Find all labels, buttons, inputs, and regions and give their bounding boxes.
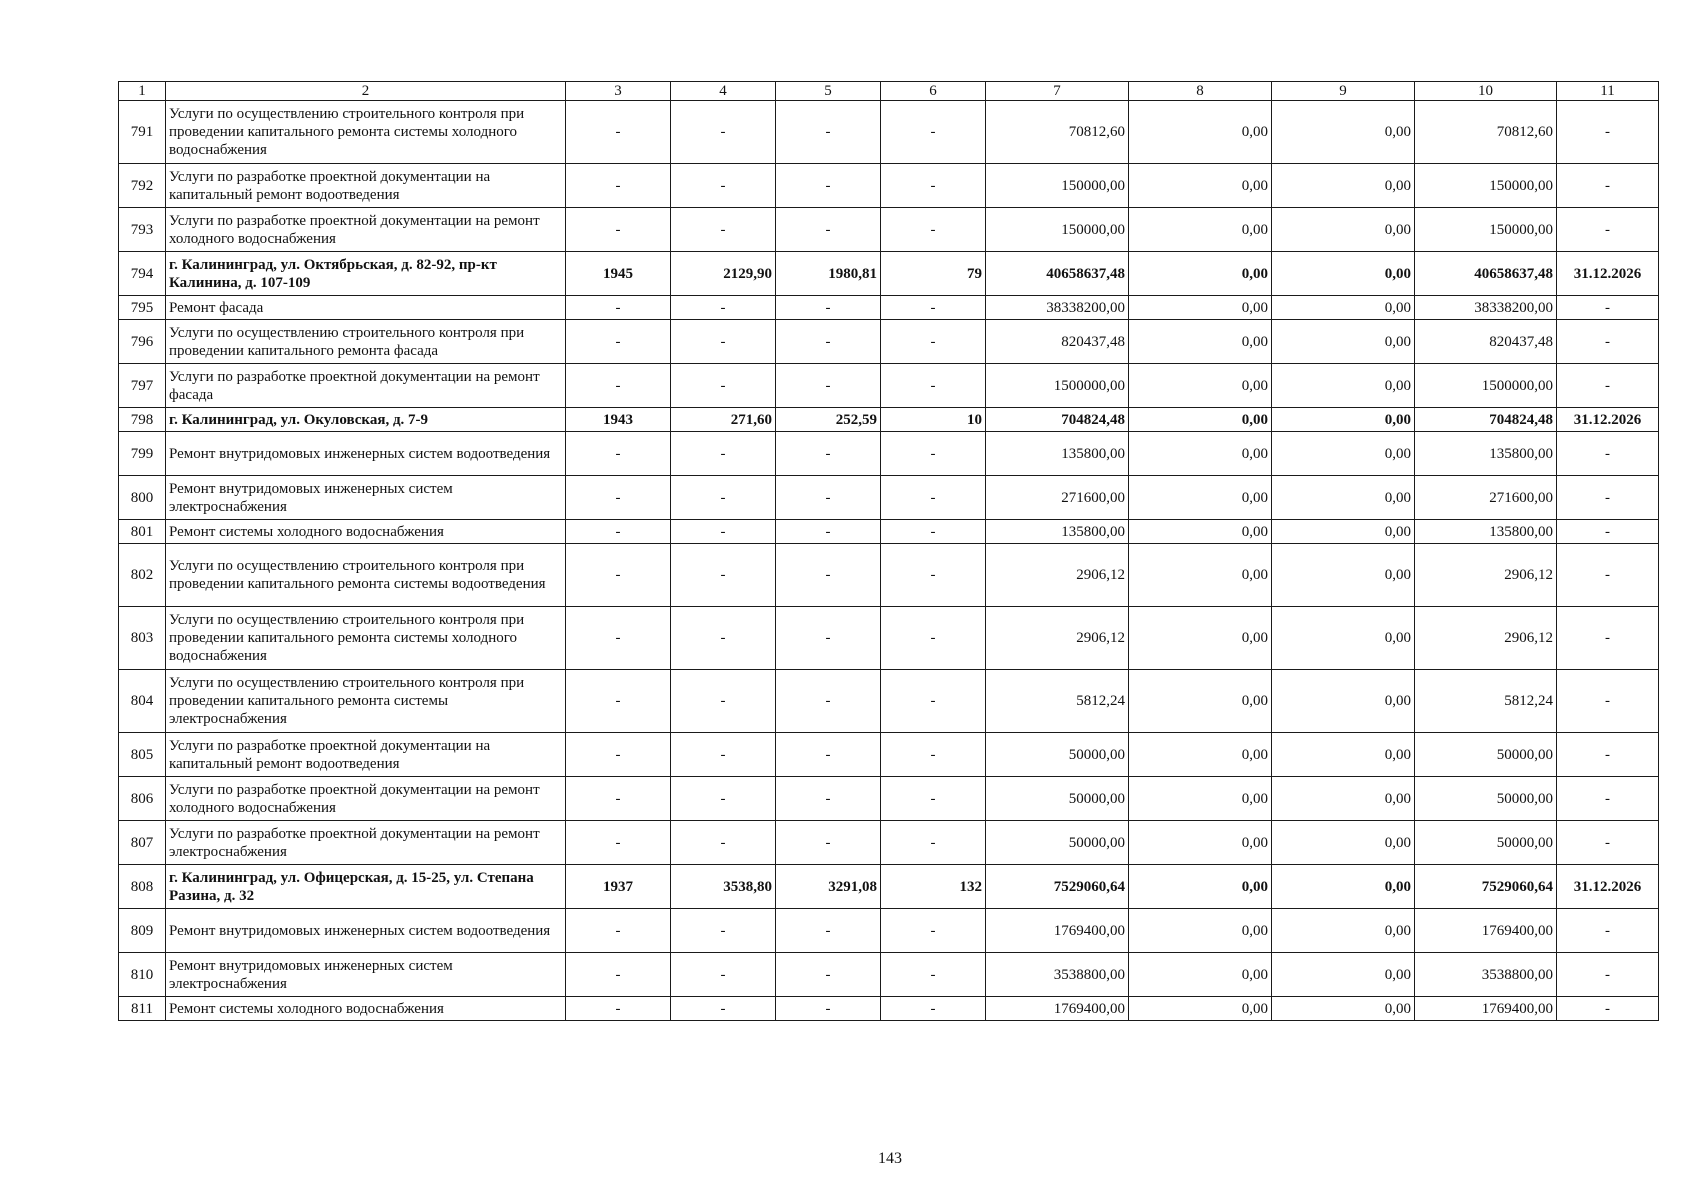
table-cell: - bbox=[776, 476, 881, 520]
table-cell: - bbox=[671, 909, 776, 953]
table-cell: 0,00 bbox=[1272, 865, 1415, 909]
table-cell: 31.12.2026 bbox=[1557, 865, 1659, 909]
table-cell: - bbox=[671, 164, 776, 208]
table-cell: 271600,00 bbox=[1415, 476, 1557, 520]
table-cell: 0,00 bbox=[1129, 364, 1272, 408]
table-cell: 0,00 bbox=[1272, 670, 1415, 733]
table-cell: 2129,90 bbox=[671, 252, 776, 296]
table-cell: 810 bbox=[119, 953, 166, 997]
table-cell: Услуги по осуществлению строительного контроля при проведении капитального ремонта системы водоотведения bbox=[166, 544, 566, 607]
table-cell: 0,00 bbox=[1129, 101, 1272, 164]
table-cell: 0,00 bbox=[1129, 733, 1272, 777]
address-summary-row bbox=[119, 252, 1659, 296]
table-cell: - bbox=[566, 544, 671, 607]
table-cell: 1769400,00 bbox=[986, 909, 1129, 953]
table-cell: 0,00 bbox=[1129, 252, 1272, 296]
table-cell: 791 bbox=[119, 101, 166, 164]
table-cell: 0,00 bbox=[1272, 544, 1415, 607]
table-cell: 135800,00 bbox=[1415, 432, 1557, 476]
table-cell: - bbox=[671, 364, 776, 408]
table-cell: 795 bbox=[119, 296, 166, 320]
table-cell: - bbox=[671, 208, 776, 252]
table-cell: - bbox=[776, 777, 881, 821]
table-cell: 1500000,00 bbox=[986, 364, 1129, 408]
column-number-cell: 11 bbox=[1557, 82, 1659, 101]
table-cell: 811 bbox=[119, 997, 166, 1021]
table-cell: - bbox=[566, 364, 671, 408]
table-cell: - bbox=[566, 997, 671, 1021]
table-cell: 50000,00 bbox=[986, 733, 1129, 777]
column-number-cell: 3 bbox=[566, 82, 671, 101]
table-cell: 820437,48 bbox=[986, 320, 1129, 364]
table-cell: 3291,08 bbox=[776, 865, 881, 909]
table-cell: 0,00 bbox=[1129, 320, 1272, 364]
table-cell: 804 bbox=[119, 670, 166, 733]
table-cell: 50000,00 bbox=[1415, 777, 1557, 821]
table-cell: - bbox=[776, 821, 881, 865]
table-cell: - bbox=[671, 101, 776, 164]
table-cell: - bbox=[566, 320, 671, 364]
table-cell: - bbox=[776, 953, 881, 997]
table-cell: - bbox=[566, 909, 671, 953]
table-cell: - bbox=[881, 364, 986, 408]
work-item-row bbox=[119, 208, 1659, 252]
table-cell: - bbox=[1557, 296, 1659, 320]
table-cell: 7529060,64 bbox=[1415, 865, 1557, 909]
table-cell: 1937 bbox=[566, 865, 671, 909]
table-cell: 1943 bbox=[566, 408, 671, 432]
table-cell: - bbox=[881, 164, 986, 208]
table-cell: - bbox=[1557, 476, 1659, 520]
table-cell: 794 bbox=[119, 252, 166, 296]
table-cell: 704824,48 bbox=[1415, 408, 1557, 432]
work-item-row bbox=[119, 607, 1659, 670]
table-cell: - bbox=[776, 733, 881, 777]
table-cell: Услуги по разработке проектной документации на ремонт фасада bbox=[166, 364, 566, 408]
table-cell: 0,00 bbox=[1129, 670, 1272, 733]
table-cell: - bbox=[671, 296, 776, 320]
table-cell: - bbox=[671, 953, 776, 997]
work-item-row bbox=[119, 432, 1659, 476]
table-cell: - bbox=[881, 544, 986, 607]
table-cell: 0,00 bbox=[1272, 733, 1415, 777]
table-cell: - bbox=[776, 909, 881, 953]
table-cell: 70812,60 bbox=[1415, 101, 1557, 164]
table-cell: 820437,48 bbox=[1415, 320, 1557, 364]
work-item-row bbox=[119, 953, 1659, 997]
table-cell: - bbox=[776, 520, 881, 544]
table-cell: - bbox=[1557, 208, 1659, 252]
table-cell: - bbox=[671, 320, 776, 364]
table-cell: - bbox=[1557, 320, 1659, 364]
table-cell: 0,00 bbox=[1129, 476, 1272, 520]
table-cell: - bbox=[566, 733, 671, 777]
table-cell: 271,60 bbox=[671, 408, 776, 432]
table-cell: Ремонт внутридомовых инженерных систем электроснабжения bbox=[166, 953, 566, 997]
table-cell: 0,00 bbox=[1272, 821, 1415, 865]
table-cell: 31.12.2026 bbox=[1557, 252, 1659, 296]
table-cell: 1769400,00 bbox=[1415, 997, 1557, 1021]
table-cell: 0,00 bbox=[1272, 777, 1415, 821]
table-cell: 38338200,00 bbox=[1415, 296, 1557, 320]
table-cell: 50000,00 bbox=[1415, 733, 1557, 777]
table-cell: - bbox=[1557, 821, 1659, 865]
table-cell: 1980,81 bbox=[776, 252, 881, 296]
table-cell: - bbox=[776, 208, 881, 252]
table-cell: 40658637,48 bbox=[986, 252, 1129, 296]
column-number-header-row bbox=[119, 82, 1659, 101]
table-cell: 0,00 bbox=[1272, 607, 1415, 670]
table-cell: Услуги по разработке проектной документации на капитальный ремонт водоотведения bbox=[166, 164, 566, 208]
table-cell: 3538800,00 bbox=[1415, 953, 1557, 997]
work-item-row bbox=[119, 101, 1659, 164]
table-cell: 252,59 bbox=[776, 408, 881, 432]
table-cell: - bbox=[1557, 101, 1659, 164]
table-cell: 132 bbox=[881, 865, 986, 909]
table-cell: - bbox=[881, 208, 986, 252]
table-cell: 40658637,48 bbox=[1415, 252, 1557, 296]
table-cell: 792 bbox=[119, 164, 166, 208]
column-number-cell: 2 bbox=[166, 82, 566, 101]
work-item-row bbox=[119, 670, 1659, 733]
page-number: 143 bbox=[878, 1150, 902, 1167]
table-cell: 0,00 bbox=[1129, 520, 1272, 544]
table-cell: Ремонт внутридомовых инженерных систем электроснабжения bbox=[166, 476, 566, 520]
table-cell: 798 bbox=[119, 408, 166, 432]
table-cell: - bbox=[1557, 670, 1659, 733]
table-cell: 0,00 bbox=[1272, 432, 1415, 476]
column-number-cell: 9 bbox=[1272, 82, 1415, 101]
table-cell: - bbox=[881, 320, 986, 364]
table-cell: 10 bbox=[881, 408, 986, 432]
table-cell: 50000,00 bbox=[986, 777, 1129, 821]
table-cell: - bbox=[1557, 164, 1659, 208]
work-item-row bbox=[119, 997, 1659, 1021]
column-number-cell: 4 bbox=[671, 82, 776, 101]
table-cell: - bbox=[1557, 997, 1659, 1021]
table-cell: - bbox=[776, 320, 881, 364]
table-cell: Услуги по осуществлению строительного контроля при проведении капитального ремонта системы холодного водоснабжения bbox=[166, 101, 566, 164]
table-cell: - bbox=[881, 607, 986, 670]
table-cell: Ремонт фасада bbox=[166, 296, 566, 320]
table-cell: 0,00 bbox=[1272, 208, 1415, 252]
table-cell: - bbox=[1557, 733, 1659, 777]
table-cell: 50000,00 bbox=[986, 821, 1129, 865]
table-cell: 0,00 bbox=[1129, 821, 1272, 865]
address-summary-row bbox=[119, 408, 1659, 432]
table-cell: - bbox=[881, 520, 986, 544]
table-cell: 0,00 bbox=[1129, 997, 1272, 1021]
table-cell: Услуги по разработке проектной документации на капитальный ремонт водоотведения bbox=[166, 733, 566, 777]
work-item-row bbox=[119, 909, 1659, 953]
table-cell: - bbox=[566, 821, 671, 865]
table-cell: - bbox=[566, 520, 671, 544]
table-cell: - bbox=[881, 733, 986, 777]
table-cell: - bbox=[881, 101, 986, 164]
table-cell: - bbox=[776, 997, 881, 1021]
table-cell: - bbox=[881, 997, 986, 1021]
column-number-cell: 8 bbox=[1129, 82, 1272, 101]
table-cell: 799 bbox=[119, 432, 166, 476]
table-cell: 0,00 bbox=[1129, 408, 1272, 432]
work-item-row bbox=[119, 164, 1659, 208]
table-cell: 150000,00 bbox=[986, 208, 1129, 252]
table-cell: - bbox=[671, 821, 776, 865]
table-cell: 0,00 bbox=[1272, 296, 1415, 320]
table-cell: Услуги по осуществлению строительного контроля при проведении капитального ремонта системы холодного водоснабжения bbox=[166, 607, 566, 670]
table-cell: - bbox=[1557, 909, 1659, 953]
table-cell: - bbox=[776, 364, 881, 408]
table-cell: 135800,00 bbox=[986, 432, 1129, 476]
table-cell: - bbox=[671, 670, 776, 733]
table-cell: - bbox=[671, 997, 776, 1021]
table-cell: 50000,00 bbox=[1415, 821, 1557, 865]
table-cell: - bbox=[566, 670, 671, 733]
table-cell: 2906,12 bbox=[1415, 607, 1557, 670]
table-cell: Ремонт системы холодного водоснабжения bbox=[166, 520, 566, 544]
table-cell: - bbox=[881, 909, 986, 953]
table-cell: - bbox=[776, 607, 881, 670]
table-cell: - bbox=[671, 777, 776, 821]
table-cell: - bbox=[1557, 607, 1659, 670]
work-item-row bbox=[119, 777, 1659, 821]
table-cell: - bbox=[776, 164, 881, 208]
table-cell: 79 bbox=[881, 252, 986, 296]
table-cell: - bbox=[881, 953, 986, 997]
table-cell: 0,00 bbox=[1129, 296, 1272, 320]
table-cell: г. Калининград, ул. Офицерская, д. 15-25, ул. Степана Разина, д. 32 bbox=[166, 865, 566, 909]
table-cell: 31.12.2026 bbox=[1557, 408, 1659, 432]
table-cell: 802 bbox=[119, 544, 166, 607]
table-cell: - bbox=[776, 670, 881, 733]
table-cell: - bbox=[776, 296, 881, 320]
work-item-row bbox=[119, 544, 1659, 607]
table-cell: 7529060,64 bbox=[986, 865, 1129, 909]
column-number-cell: 5 bbox=[776, 82, 881, 101]
table-cell: 135800,00 bbox=[1415, 520, 1557, 544]
table-cell: 805 bbox=[119, 733, 166, 777]
table-cell: - bbox=[1557, 777, 1659, 821]
table-cell: - bbox=[566, 432, 671, 476]
work-item-row bbox=[119, 821, 1659, 865]
table-cell: - bbox=[671, 476, 776, 520]
table-cell: 0,00 bbox=[1272, 364, 1415, 408]
table-cell: 135800,00 bbox=[986, 520, 1129, 544]
table-cell: 1500000,00 bbox=[1415, 364, 1557, 408]
table-cell: - bbox=[566, 777, 671, 821]
table-cell: - bbox=[1557, 364, 1659, 408]
table-cell: 2906,12 bbox=[1415, 544, 1557, 607]
table-cell: - bbox=[671, 607, 776, 670]
table-cell: Услуги по осуществлению строительного контроля при проведении капитального ремонта фасада bbox=[166, 320, 566, 364]
table-cell: 1945 bbox=[566, 252, 671, 296]
table-cell: - bbox=[776, 101, 881, 164]
table-cell: 0,00 bbox=[1272, 953, 1415, 997]
table-cell: 0,00 bbox=[1129, 164, 1272, 208]
table-cell: 150000,00 bbox=[1415, 164, 1557, 208]
table-cell: 0,00 bbox=[1272, 320, 1415, 364]
table-cell: 0,00 bbox=[1272, 520, 1415, 544]
table-cell: - bbox=[566, 476, 671, 520]
table-cell: 0,00 bbox=[1129, 777, 1272, 821]
table-cell: 0,00 bbox=[1129, 909, 1272, 953]
table-cell: - bbox=[881, 296, 986, 320]
table-cell: - bbox=[1557, 953, 1659, 997]
table-cell: 0,00 bbox=[1272, 101, 1415, 164]
table-cell: 2906,12 bbox=[986, 544, 1129, 607]
table-cell: 70812,60 bbox=[986, 101, 1129, 164]
table-cell: Ремонт системы холодного водоснабжения bbox=[166, 997, 566, 1021]
work-item-row bbox=[119, 520, 1659, 544]
table-cell: - bbox=[881, 476, 986, 520]
table-cell: г. Калининград, ул. Октябрьская, д. 82-92, пр-кт Калинина, д. 107-109 bbox=[166, 252, 566, 296]
table-cell: 0,00 bbox=[1272, 909, 1415, 953]
table-cell: 271600,00 bbox=[986, 476, 1129, 520]
table-cell: - bbox=[671, 432, 776, 476]
table-cell: - bbox=[566, 164, 671, 208]
table-cell: - bbox=[566, 953, 671, 997]
table-cell: - bbox=[881, 821, 986, 865]
table-cell: - bbox=[566, 208, 671, 252]
table-cell: - bbox=[566, 296, 671, 320]
table-cell: 0,00 bbox=[1272, 997, 1415, 1021]
table-cell: 2906,12 bbox=[986, 607, 1129, 670]
table-cell: - bbox=[881, 670, 986, 733]
table-cell: 0,00 bbox=[1129, 865, 1272, 909]
table-cell: 38338200,00 bbox=[986, 296, 1129, 320]
table-cell: 150000,00 bbox=[1415, 208, 1557, 252]
work-item-row bbox=[119, 476, 1659, 520]
table-cell: 0,00 bbox=[1272, 252, 1415, 296]
table-cell: 808 bbox=[119, 865, 166, 909]
table-cell: 0,00 bbox=[1272, 408, 1415, 432]
table-cell: 809 bbox=[119, 909, 166, 953]
capital-repair-table bbox=[118, 81, 1659, 1021]
table-cell: 3538800,00 bbox=[986, 953, 1129, 997]
table-cell: Ремонт внутридомовых инженерных систем водоотведения bbox=[166, 432, 566, 476]
table-cell: - bbox=[1557, 544, 1659, 607]
work-item-row bbox=[119, 320, 1659, 364]
table-cell: - bbox=[1557, 520, 1659, 544]
table-cell: 800 bbox=[119, 476, 166, 520]
table-cell: 5812,24 bbox=[986, 670, 1129, 733]
table-cell: 0,00 bbox=[1129, 953, 1272, 997]
table-cell: 1769400,00 bbox=[1415, 909, 1557, 953]
column-number-cell: 6 bbox=[881, 82, 986, 101]
table-cell: 796 bbox=[119, 320, 166, 364]
table-cell: - bbox=[671, 733, 776, 777]
work-item-row bbox=[119, 296, 1659, 320]
table-cell: Услуги по осуществлению строительного контроля при проведении капитального ремонта системы электроснабжения bbox=[166, 670, 566, 733]
column-number-cell: 1 bbox=[119, 82, 166, 101]
table-cell: Услуги по разработке проектной документации на ремонт электроснабжения bbox=[166, 821, 566, 865]
table-cell: 793 bbox=[119, 208, 166, 252]
work-item-row bbox=[119, 364, 1659, 408]
table-cell: - bbox=[671, 520, 776, 544]
table-cell: 0,00 bbox=[1129, 544, 1272, 607]
address-summary-row bbox=[119, 865, 1659, 909]
table-cell: - bbox=[881, 432, 986, 476]
table-cell: - bbox=[776, 432, 881, 476]
table-cell: 0,00 bbox=[1272, 164, 1415, 208]
table-cell: Услуги по разработке проектной документации на ремонт холодного водоснабжения bbox=[166, 777, 566, 821]
table-cell: г. Калининград, ул. Окуловская, д. 7-9 bbox=[166, 408, 566, 432]
table-cell: - bbox=[671, 544, 776, 607]
table-cell: - bbox=[566, 101, 671, 164]
column-number-cell: 10 bbox=[1415, 82, 1557, 101]
table-cell: 801 bbox=[119, 520, 166, 544]
table-cell: 5812,24 bbox=[1415, 670, 1557, 733]
table-cell: 0,00 bbox=[1272, 476, 1415, 520]
work-item-row bbox=[119, 733, 1659, 777]
table-cell: 3538,80 bbox=[671, 865, 776, 909]
table-cell: 1769400,00 bbox=[986, 997, 1129, 1021]
table-cell: - bbox=[566, 607, 671, 670]
table-cell: - bbox=[881, 777, 986, 821]
table-cell: 0,00 bbox=[1129, 208, 1272, 252]
table-cell: Услуги по разработке проектной документации на ремонт холодного водоснабжения bbox=[166, 208, 566, 252]
table-cell: - bbox=[1557, 432, 1659, 476]
table-cell: 0,00 bbox=[1129, 607, 1272, 670]
table-cell: Ремонт внутридомовых инженерных систем водоотведения bbox=[166, 909, 566, 953]
table-cell: 807 bbox=[119, 821, 166, 865]
table-cell: 797 bbox=[119, 364, 166, 408]
table-cell: 0,00 bbox=[1129, 432, 1272, 476]
table-cell: 150000,00 bbox=[986, 164, 1129, 208]
table-cell: 806 bbox=[119, 777, 166, 821]
table-cell: 704824,48 bbox=[986, 408, 1129, 432]
table-cell: - bbox=[776, 544, 881, 607]
table-cell: 803 bbox=[119, 607, 166, 670]
column-number-cell: 7 bbox=[986, 82, 1129, 101]
